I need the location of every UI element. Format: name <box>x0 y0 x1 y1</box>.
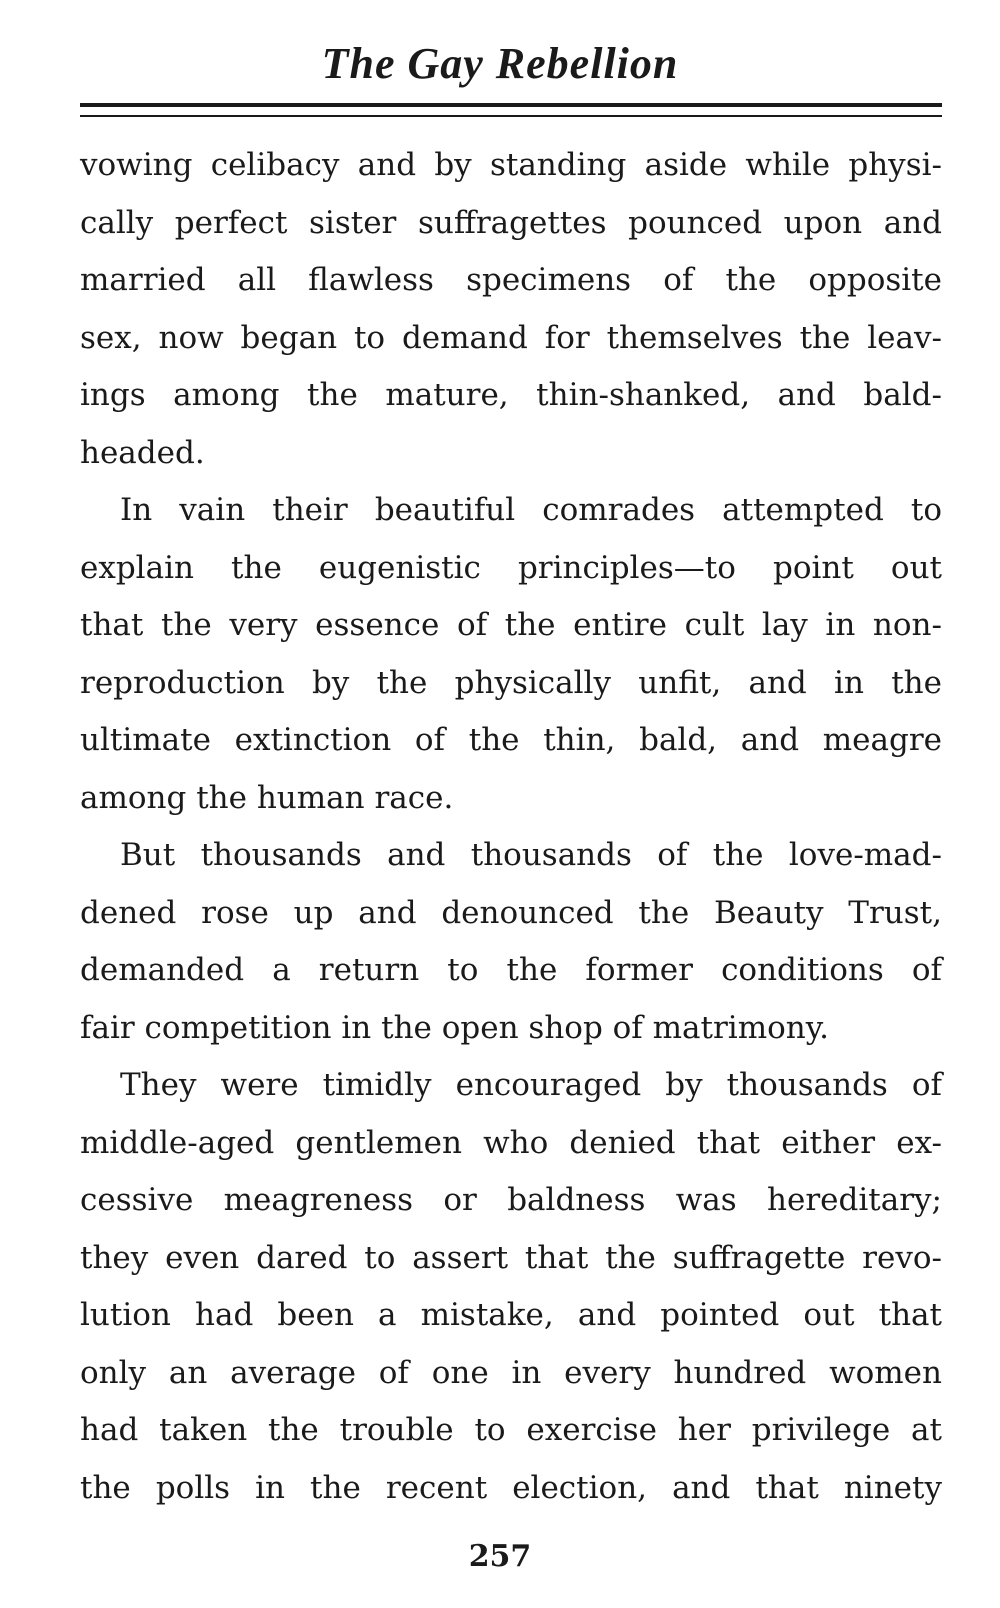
text-line: that the very essence of the entire cult lay in non- <box>80 607 942 643</box>
paragraph-4 <box>80 1057 942 1517</box>
text-line: They were timidly encouraged by thousands of <box>120 1067 942 1103</box>
text-line: married all flawless specimens of the opposite <box>80 262 942 298</box>
text-line: ings among the mature, thin-shanked, and bald- <box>80 377 942 413</box>
text-line: dened rose up and denounced the Beauty Trust, <box>80 894 942 931</box>
text-line: had taken the trouble to exercise her privilege at <box>80 1412 942 1448</box>
text-line: among the human race. <box>80 779 454 816</box>
text-line: cally perfect sister suffragettes pounced upon and <box>80 204 942 241</box>
text-line: But thousands and thousands of the love-mad- <box>120 837 942 873</box>
header-rule-thin <box>80 115 942 117</box>
header-rule-thick <box>80 103 942 107</box>
text-line: only an average of one in every hundred women <box>80 1354 942 1391</box>
text-line: In vain their beautiful comrades attempted to <box>120 492 942 528</box>
paragraph-2 <box>80 482 942 827</box>
text-line: headed. <box>80 434 205 471</box>
page-number: 257 <box>468 1539 532 1574</box>
running-head: The Gay Rebellion <box>321 39 679 88</box>
paragraph-3 <box>80 827 942 1057</box>
paragraph-1 <box>80 137 942 482</box>
body-text <box>80 137 942 1517</box>
text-line: fair competition in the open shop of matrimony. <box>80 1009 829 1046</box>
text-line: lution had been a mistake, and pointed out that <box>80 1297 942 1333</box>
text-line: ultimate extinction of the thin, bald, and meagre <box>80 722 942 758</box>
text-line: reproduction by the physically unfit, and in the <box>80 664 942 701</box>
text-line: the polls in the recent election, and that ninety <box>80 1469 942 1506</box>
text-line: demanded a return to the former conditions of <box>80 952 942 988</box>
text-line: cessive meagreness or baldness was hereditary; <box>80 1182 942 1218</box>
text-line: explain the eugenistic principles—to point out <box>80 549 942 586</box>
text-line: sex, now began to demand for themselves the leav- <box>80 319 942 356</box>
text-line: they even dared to assert that the suffragette revo- <box>80 1239 942 1276</box>
text-line: middle-aged gentlemen who denied that either ex- <box>80 1124 942 1161</box>
text-line: vowing celibacy and by standing aside while physi- <box>80 147 942 183</box>
